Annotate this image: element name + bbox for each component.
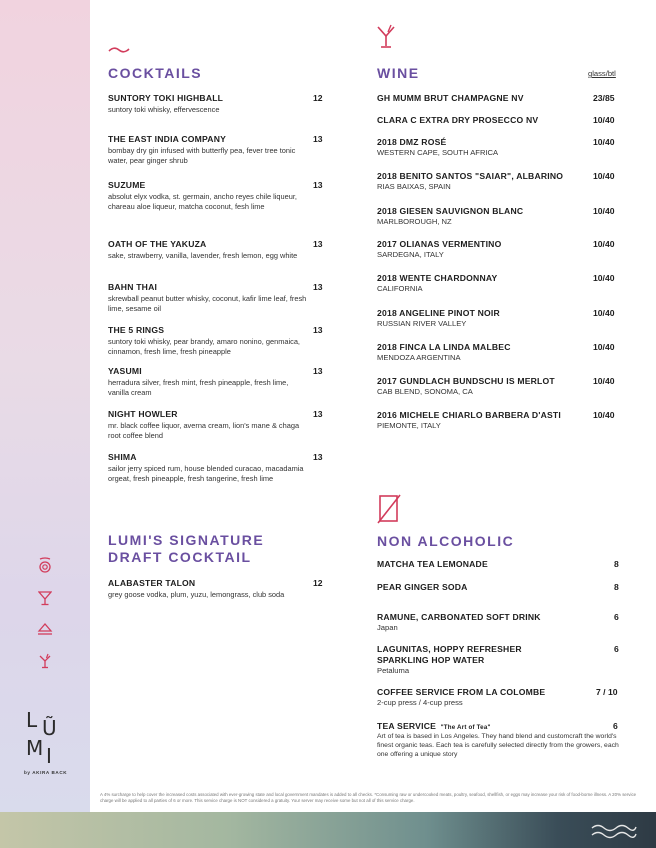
wine-item bbox=[377, 273, 592, 294]
wine-item bbox=[377, 115, 592, 125]
wine-item bbox=[377, 206, 592, 227]
waves-icon bbox=[590, 822, 638, 840]
no-alcohol-icon bbox=[376, 494, 402, 524]
wine-price: 10/40 bbox=[593, 171, 615, 181]
wine-region: RUSSIAN RIVER VALLEY bbox=[377, 319, 467, 328]
wine-region: CAB BLEND, SONOMA, CA bbox=[377, 387, 473, 396]
wine-price: 10/40 bbox=[593, 137, 615, 147]
cocktail-desc: skrewball peanut butter whisky, coconut, kafir lime leaf, fresh lime, sesame oil bbox=[108, 294, 307, 313]
wine-price: 10/40 bbox=[593, 376, 615, 386]
cocktail-name: THE EAST INDIA COMPANY bbox=[108, 134, 227, 144]
non-alcoholic-name: COFFEE SERVICE FROM LA COLOMBE bbox=[377, 687, 546, 697]
signature-item-desc: grey goose vodka, plum, yuzu, lemongrass, club soda bbox=[108, 590, 285, 599]
non-alcoholic-price: 8 bbox=[614, 582, 619, 592]
fine-print: A 4% surcharge to help cover the increased costs associated with ever-growing state and local government mandates is added to all checks. *Consuming raw or undercooked meats, poultry, seafood, shellfish, or eggs may increase your risk of food-borne illness. A 20% service charge will be applied to all parties of 6 or more. This service charge is NOT considered a gratuity. Your server may receive some but not all of this service charge. bbox=[100, 792, 637, 803]
wine-price: 10/40 bbox=[593, 308, 615, 318]
cocktail-name: SUNTORY TOKI HIGHBALL bbox=[108, 93, 224, 103]
cocktail-item bbox=[108, 93, 308, 115]
wine-name: 2018 FINCA LA LINDA MALBEC bbox=[377, 342, 511, 352]
wine-item bbox=[377, 410, 592, 431]
cocktail-price: 13 bbox=[313, 366, 323, 376]
wine-region: CALIFORNIA bbox=[377, 284, 423, 293]
wine-name: 2017 GUNDLACH BUNDSCHU IS MERLOT bbox=[377, 376, 555, 386]
wine-price-header: glass/btl bbox=[588, 69, 616, 78]
cocktail-item bbox=[108, 180, 308, 211]
cocktail-item bbox=[108, 452, 308, 483]
tea-service-desc: Art of tea is based in Los Angeles. They hand blend and customcraft the world's finest organic teas. Each tea is carefully selected directly from the growers, each one offering a unique story bbox=[377, 733, 619, 758]
non-alcoholic-item bbox=[377, 644, 592, 676]
signature-heading-line2: DRAFT COCKTAIL bbox=[108, 549, 252, 565]
wine-price: 10/40 bbox=[593, 206, 615, 216]
sidebar-gradient bbox=[0, 0, 90, 812]
cocktail-item bbox=[108, 366, 308, 397]
footer-band bbox=[0, 812, 656, 848]
wine-name: GH MUMM BRUT CHAMPAGNE NV bbox=[377, 93, 524, 103]
cocktail-item bbox=[108, 282, 308, 313]
wine-region: WESTERN CAPE, SOUTH AFRICA bbox=[377, 148, 499, 157]
wine-item bbox=[377, 376, 592, 397]
logo-letter-i: I bbox=[46, 744, 52, 768]
wine-item bbox=[377, 171, 592, 192]
sushi-icon bbox=[37, 622, 53, 636]
cocktail-item bbox=[108, 325, 308, 356]
non-alcoholic-item bbox=[377, 687, 592, 708]
lumi-logo bbox=[22, 708, 70, 775]
wine-region: MENDOZA ARGENTINA bbox=[377, 353, 461, 362]
cocktail-desc: sailor jerry spiced rum, house blended curacao, macadamia orgeat, fresh pineapple, fresh tangerine, fresh lime bbox=[108, 464, 304, 483]
wine-region: MARLBOROUGH, NZ bbox=[377, 217, 452, 226]
wine-name: 2016 MICHELE CHIARLO BARBERA D'ASTI bbox=[377, 410, 561, 420]
wine-name: 2018 GIESEN SAUVIGNON BLANC bbox=[377, 206, 524, 216]
cocktail-item bbox=[108, 134, 308, 165]
wine-name: 2017 OLIANAS VERMENTINO bbox=[377, 239, 502, 249]
wine-price: 10/40 bbox=[593, 342, 615, 352]
wine-item bbox=[377, 93, 592, 103]
non-alcoholic-price: 6 bbox=[614, 612, 619, 622]
non-alcoholic-name: LAGUNITAS, HOPPY REFRESHER bbox=[377, 644, 522, 654]
cocktail-price: 13 bbox=[313, 452, 323, 462]
cocktail-item bbox=[108, 239, 308, 261]
tea-service-item bbox=[377, 721, 627, 759]
logo-letter-l: L bbox=[26, 708, 38, 732]
cocktail-name: THE 5 RINGS bbox=[108, 325, 165, 335]
cocktail-price: 13 bbox=[313, 282, 323, 292]
wine-heading: WINE bbox=[377, 65, 420, 81]
cocktail-glass-icon bbox=[376, 24, 396, 50]
non-alcoholic-sub: Japan bbox=[377, 623, 398, 632]
wine-name: 2018 BENITO SANTOS "SAIAR", ALBARINO bbox=[377, 171, 564, 181]
tea-service-price: 6 bbox=[613, 721, 618, 731]
cocktail-name: SHIMA bbox=[108, 452, 137, 462]
non-alcoholic-sub: 2-cup press / 4-cup press bbox=[377, 698, 463, 707]
non-alcoholic-name-line2: SPARKLING HOP WATER bbox=[377, 655, 485, 665]
wine-name: 2018 DMZ ROSÉ bbox=[377, 137, 447, 147]
cocktail-desc: herradura silver, fresh mint, fresh pineapple, fresh lime, vanilla cream bbox=[108, 378, 289, 397]
non-alcoholic-sub: Petaluma bbox=[377, 666, 410, 675]
cocktail-name: BAHN THAI bbox=[108, 282, 158, 292]
cocktail-desc: sake, strawberry, vanilla, lavender, fresh lemon, egg white bbox=[108, 251, 298, 260]
cocktail-desc: suntory toki whisky, effervescence bbox=[108, 105, 220, 114]
cocktails-heading: COCKTAILS bbox=[108, 65, 203, 81]
wine-item bbox=[377, 308, 592, 329]
wine-price: 10/40 bbox=[593, 410, 615, 420]
cocktail-price: 13 bbox=[313, 180, 323, 190]
cocktail-price: 13 bbox=[313, 325, 323, 335]
non-alcoholic-item bbox=[377, 559, 592, 569]
wine-name: 2018 ANGELINE PINOT NOIR bbox=[377, 308, 500, 318]
wine-region: PIEMONTE, ITALY bbox=[377, 421, 441, 430]
cocktail-item bbox=[108, 409, 308, 440]
logo-letter-m: M bbox=[26, 736, 44, 760]
non-alcoholic-name: RAMUNE, CARBONATED SOFT DRINK bbox=[377, 612, 541, 622]
cocktail-desc: bombay dry gin infused with butterfly pea, fever tree tonic water, pear ginger shrub bbox=[108, 146, 296, 165]
cocktail-price: 13 bbox=[313, 239, 323, 249]
cocktail-price: 13 bbox=[313, 134, 323, 144]
signature-item bbox=[108, 578, 323, 600]
logo-letter-u: Ũ bbox=[42, 716, 57, 740]
cocktail-name: YASUMI bbox=[108, 366, 142, 376]
signature-item-name: ALABASTER TALON bbox=[108, 578, 196, 588]
wine-price: 23/85 bbox=[593, 93, 615, 103]
non-alcoholic-price: 8 bbox=[614, 559, 619, 569]
tea-service-tagline: "The Art of Tea" bbox=[440, 724, 491, 731]
wine-region: RIAS BAIXAS, SPAIN bbox=[377, 182, 451, 191]
drink-icon bbox=[38, 653, 52, 669]
tea-service-name: TEA SERVICE bbox=[377, 721, 437, 731]
cocktail-name: SUZUME bbox=[108, 180, 146, 190]
cocktail-name: OATH OF THE YAKUZA bbox=[108, 239, 207, 249]
non-alcoholic-name: MATCHA TEA LEMONADE bbox=[377, 559, 488, 569]
wine-name: CLARA C EXTRA DRY PROSECCO NV bbox=[377, 115, 539, 125]
cocktail-price: 13 bbox=[313, 409, 323, 419]
wine-price: 10/40 bbox=[593, 115, 615, 125]
non-alcoholic-heading: NON ALCOHOLIC bbox=[377, 533, 515, 549]
wine-name: 2018 WENTE CHARDONNAY bbox=[377, 273, 498, 283]
wine-item bbox=[377, 137, 592, 158]
wine-region: SARDEGNA, ITALY bbox=[377, 250, 444, 259]
cocktail-desc: mr. black coffee liquor, averna cream, lion's mane & chaga root coffee blend bbox=[108, 421, 300, 440]
wine-item bbox=[377, 239, 592, 260]
cocktail-desc: absolut elyx vodka, st. germain, ancho reyes chile liqueur, chareau aloe liqueur, matcha coconut, fesh lime bbox=[108, 192, 297, 211]
non-alcoholic-price: 7 / 10 bbox=[596, 687, 618, 697]
wine-price: 10/40 bbox=[593, 273, 615, 283]
signature-heading-line1: LUMI'S SIGNATURE bbox=[108, 532, 265, 548]
non-alcoholic-name: PEAR GINGER SODA bbox=[377, 582, 468, 592]
logo-byline: by AKIRA BACK bbox=[24, 770, 68, 775]
cocktail-price: 12 bbox=[313, 93, 323, 103]
spiral-icon bbox=[38, 557, 52, 573]
non-alcoholic-price: 6 bbox=[614, 644, 619, 654]
martini-icon bbox=[38, 590, 52, 606]
non-alcoholic-item bbox=[377, 612, 592, 633]
wine-price: 10/40 bbox=[593, 239, 615, 249]
cocktail-name: NIGHT HOWLER bbox=[108, 409, 178, 419]
non-alcoholic-item bbox=[377, 582, 592, 592]
wave-icon bbox=[108, 45, 130, 55]
cocktail-desc: suntory toki whisky, pear brandy, amaro nonino, genmaica, cinnamon, fresh lime, fresh pineapple bbox=[108, 337, 300, 356]
signature-item-price: 12 bbox=[313, 578, 323, 588]
wine-item bbox=[377, 342, 592, 363]
